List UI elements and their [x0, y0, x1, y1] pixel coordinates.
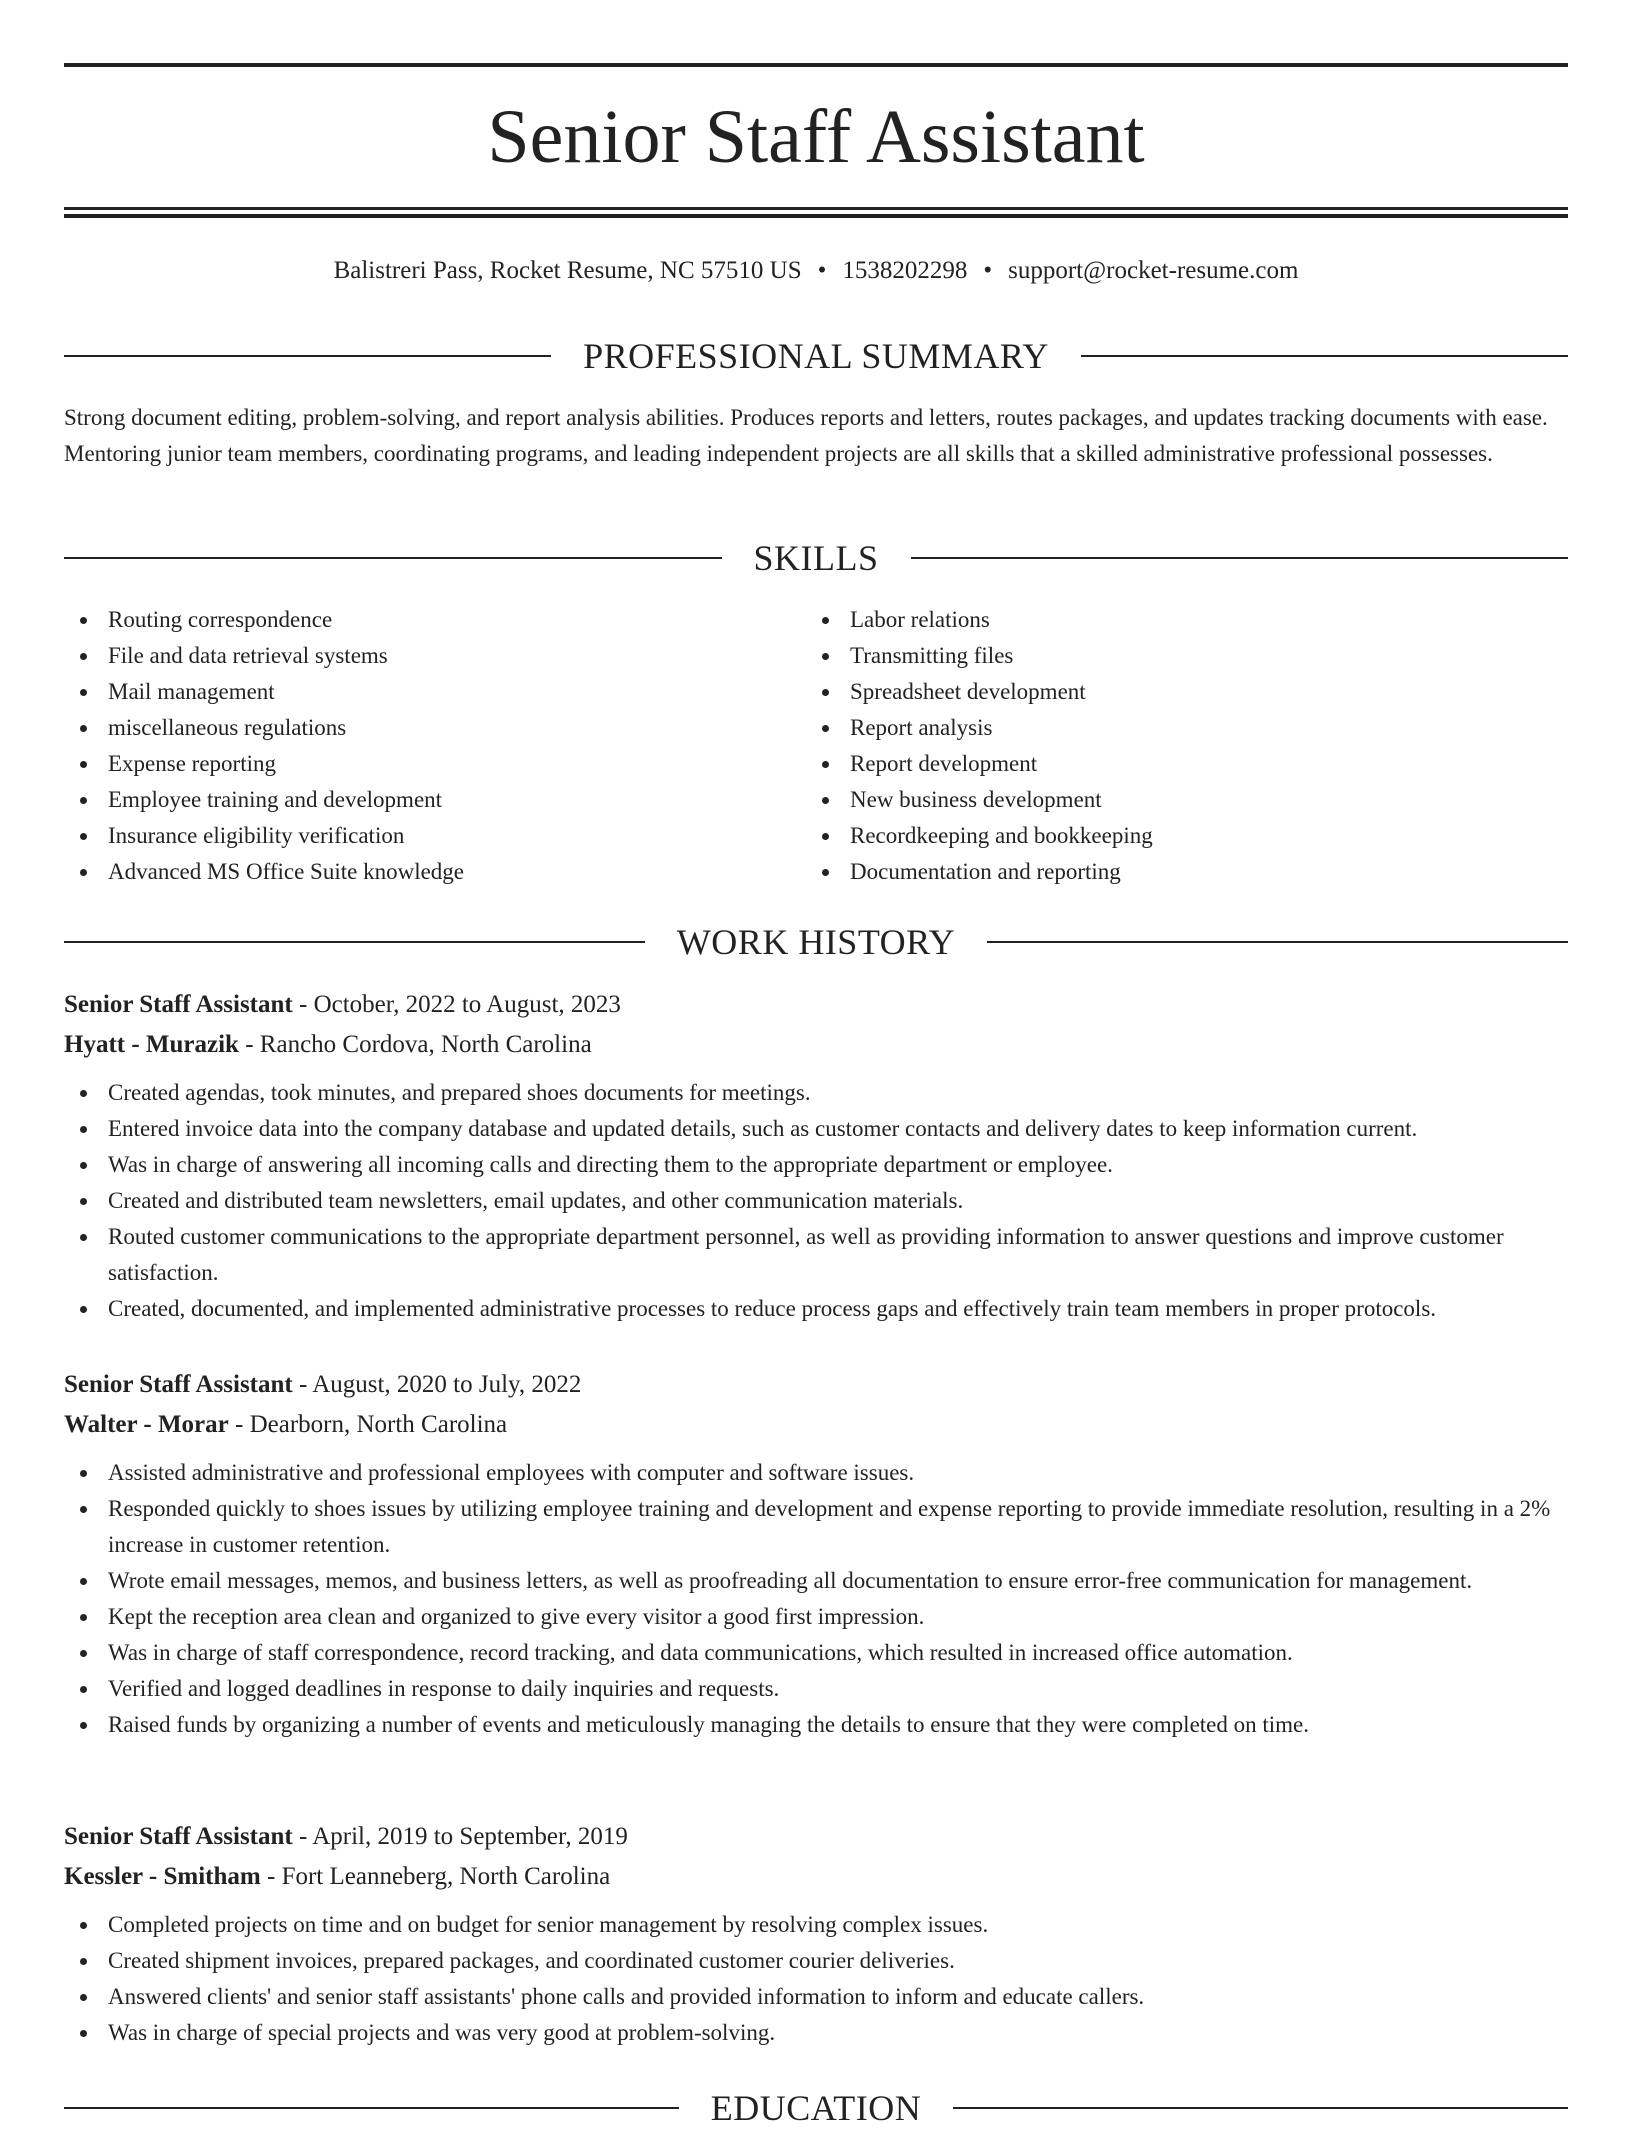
job-duty: Created shipment invoices, prepared packages, and coordinated customer courier deliveries. — [64, 1943, 1568, 1979]
section-title: WORK HISTORY — [676, 922, 956, 962]
heading-rule — [987, 941, 1568, 943]
section-title: PROFESSIONAL SUMMARY — [583, 336, 1049, 376]
skills-list-left — [64, 602, 806, 890]
skill-item: Insurance eligibility verification — [64, 818, 806, 854]
job-duty: Raised funds by organizing a number of events and meticulously managing the details to ensure that they were completed on time. — [64, 1707, 1568, 1743]
job-duty: Created, documented, and implemented administrative processes to reduce process gaps and effectively train team members in proper protocols. — [64, 1291, 1568, 1327]
job-company: Kessler - Smitham — [64, 1863, 261, 1890]
job-duty: Responded quickly to shoes issues by utilizing employee training and development and expense reporting to provide immediate resolution, resulting in a 2% increase in customer retention. — [64, 1491, 1568, 1563]
section-heading-work-history — [64, 919, 1568, 965]
job-title-line — [64, 1817, 1568, 1857]
heading-rule — [953, 2107, 1568, 2109]
skill-item: Labor relations — [806, 602, 1548, 638]
job-duty: Created agendas, took minutes, and prepared shoes documents for meetings. — [64, 1075, 1568, 1111]
job-duty: Verified and logged deadlines in response to daily inquiries and requests. — [64, 1671, 1568, 1707]
job-duties — [64, 1455, 1568, 1743]
job-title: Senior Staff Assistant — [64, 1371, 293, 1398]
job-company-line — [64, 1405, 1568, 1445]
job-title-line — [64, 1365, 1568, 1405]
job-company-line — [64, 1857, 1568, 1897]
job-company: Hyatt - Murazik — [64, 1031, 239, 1058]
skill-item: File and data retrieval systems — [64, 638, 806, 674]
skill-item: Employee training and development — [64, 782, 806, 818]
job-duty: Assisted administrative and professional employees with computer and software issues. — [64, 1455, 1568, 1491]
contact-separator: • — [817, 257, 827, 284]
contact-line — [64, 254, 1568, 288]
skill-item: Advanced MS Office Suite knowledge — [64, 854, 806, 890]
job-duty: Was in charge of answering all incoming calls and directing them to the appropriate department or employee. — [64, 1147, 1568, 1183]
skill-item: Report analysis — [806, 710, 1548, 746]
heading-rule — [64, 355, 551, 357]
resume-name: Senior Staff Assistant — [487, 95, 1145, 179]
work-entry — [64, 985, 1568, 1327]
heading-rule — [64, 941, 645, 943]
section-title: EDUCATION — [710, 2088, 922, 2128]
section-heading-education — [64, 2085, 1568, 2131]
header-double-rule-upper — [64, 207, 1568, 210]
heading-rule — [64, 557, 722, 559]
skill-item: miscellaneous regulations — [64, 710, 806, 746]
job-company: Walter - Morar — [64, 1411, 229, 1438]
skill-item: Recordkeeping and bookkeeping — [806, 818, 1548, 854]
work-entry — [64, 1365, 1568, 1743]
skill-item: Mail management — [64, 674, 806, 710]
job-title-line — [64, 985, 1568, 1025]
job-duty: Answered clients' and senior staff assistants' phone calls and provided information to inform and educate callers. — [64, 1979, 1568, 2015]
job-location: - Dearborn, North Carolina — [228, 1411, 508, 1438]
skill-item: Routing correspondence — [64, 602, 806, 638]
header-double-rule-lower — [64, 214, 1568, 218]
job-duties — [64, 1907, 1568, 2051]
section-title: SKILLS — [753, 538, 879, 578]
contact-address: Balistreri Pass, Rocket Resume, NC 57510 US — [333, 257, 802, 284]
skill-item: Report development — [806, 746, 1548, 782]
skill-item: Transmitting files — [806, 638, 1548, 674]
job-duty: Completed projects on time and on budget for senior management by resolving complex issues. — [64, 1907, 1568, 1943]
job-duties — [64, 1075, 1568, 1327]
job-duty: Entered invoice data into the company database and updated details, such as customer contacts and delivery dates to keep information current. — [64, 1111, 1568, 1147]
job-title: Senior Staff Assistant — [64, 991, 293, 1018]
skills-list-right — [806, 602, 1548, 890]
skill-item: Expense reporting — [64, 746, 806, 782]
job-company-line — [64, 1025, 1568, 1065]
skill-item: New business development — [806, 782, 1548, 818]
job-dates: - April, 2019 to September, 2019 — [292, 1823, 628, 1850]
job-location: - Rancho Cordova, North Carolina — [238, 1031, 592, 1058]
contact-separator: • — [983, 257, 993, 284]
heading-rule — [64, 2107, 679, 2109]
job-duty: Kept the reception area clean and organized to give every visitor a good first impression. — [64, 1599, 1568, 1635]
job-duty: Was in charge of staff correspondence, record tracking, and data communications, which resulted in increased office automation. — [64, 1635, 1568, 1671]
job-duty: Wrote email messages, memos, and business letters, as well as proofreading all documentation to ensure error-free communication for management. — [64, 1563, 1568, 1599]
heading-rule — [911, 557, 1569, 559]
skills-columns — [64, 602, 1568, 890]
job-dates: - August, 2020 to July, 2022 — [292, 1371, 582, 1398]
skill-item: Spreadsheet development — [806, 674, 1548, 710]
work-entry — [64, 1817, 1568, 2051]
job-title: Senior Staff Assistant — [64, 1823, 293, 1850]
contact-email: support@rocket-resume.com — [1008, 257, 1299, 284]
job-location: - Fort Leanneberg, North Carolina — [260, 1863, 611, 1890]
summary-text: Strong document editing, problem-solving, and report analysis abilities. Produces reports and letters, routes packages, and updates tracking documents with ease. Mentoring junior team members, coordinating programs, and leading independent projects are all skills that a skilled administrative professional possesses. — [64, 405, 1548, 466]
header-top-rule — [64, 63, 1568, 67]
section-heading-skills — [64, 535, 1568, 581]
contact-phone: 1538202298 — [842, 257, 968, 284]
section-heading-summary — [64, 333, 1568, 379]
skill-item: Documentation and reporting — [806, 854, 1548, 890]
job-duty: Was in charge of special projects and was very good at problem-solving. — [64, 2015, 1568, 2051]
heading-rule — [1081, 355, 1568, 357]
job-dates: - October, 2022 to August, 2023 — [292, 991, 621, 1018]
job-duty: Routed customer communications to the appropriate department personnel, as well as providing information to answer questions and improve customer satisfaction. — [64, 1219, 1568, 1291]
job-duty: Created and distributed team newsletters, email updates, and other communication materials. — [64, 1183, 1568, 1219]
